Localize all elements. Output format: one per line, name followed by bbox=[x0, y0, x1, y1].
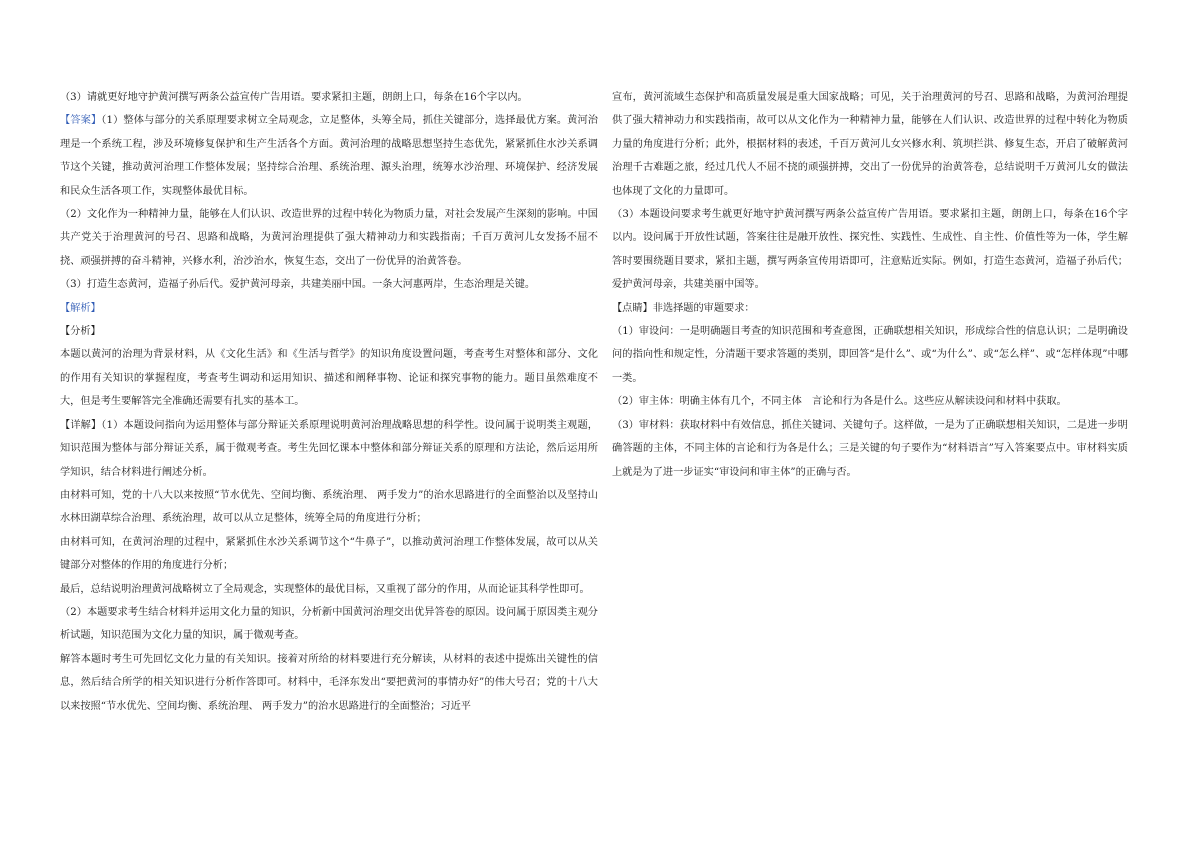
dianjing-heading: 【点睛】非选择题的审题要求： bbox=[612, 302, 755, 314]
analysis-label-line bbox=[60, 297, 598, 320]
detail-3: （3）本题设问要求考生就更好地守护黄河撰写两条公益宣传广告用语。要求紧扣主题，朗朗上口，每条在16个字以内。设问属于开放性试题，答案往往是融开放性、探究性、实践性、生成性、自主性、价值性等为一体，学生解答时要围绕题目要求，紧扣主题，撰写两条宣传用语即可，注意贴近实际。例如，打造生态黄河，造福子孙后代；爱护黄河母亲，共建美丽中国等。 bbox=[612, 209, 1128, 291]
analysis-label: 【解析】 bbox=[60, 302, 101, 314]
right-column bbox=[612, 86, 1128, 484]
detail-1-material-b: 由材料可知，在黄河治理的过程中，紧紧抓住水沙关系调节这个“牛鼻子”，以推动黄河治理工作整体发展，故可以从关键部分对整体的作用的角度进行分析； bbox=[60, 536, 598, 572]
detail-2: （2）本题要求考生结合材料并运用文化力量的知识，分析新中国黄河治理交出优异答卷的原因。设问属于原因类主观分析试题，知识范围为文化力量的知识，属于微观考查。 bbox=[60, 606, 598, 642]
review-question: （1）审设问：一是明确题目考查的知识范围和考查意图，正确联想相关知识，形成综合性的信息认识；二是明确设问的指向性和规定性，分清题干要求答题的类别，即回答“是什么”、或“为什么”、或“怎么样”、或“怎样体现”中哪一类。 bbox=[612, 326, 1128, 384]
fenxi-heading: 【分析】 bbox=[60, 326, 101, 338]
answer-3: （3）打造生态黄河，造福子孙后代。爱护黄河母亲，共建美丽中国。一条大河惠两岸，生态治理是关键。 bbox=[60, 279, 536, 291]
left-column bbox=[60, 86, 598, 718]
detail-1: 【详解】（1）本题设问指向为运用整体与部分辩证关系原理说明黄河治理战略思想的科学性。设问属于说明类主观题，知识范围为整体与部分辩证关系，属于微观考查。考生先回忆课本中整体和部分辩证关系的原理和方法论，然后运用所学知识，结合材料进行阐述分析。 bbox=[60, 419, 598, 478]
detail-1-material-a: 由材料可知，党的十八大以来按照“节水优先、空间均衡、系统治理、 两手发力”的治水思路进行的全面整治以及坚持山水林田湖草综合治理、系统治理，故可以从立足整体，统筹全局的角度进行分析； bbox=[60, 489, 598, 525]
question-3-prompt: （3）请就更好地守护黄河撰写两条公益宣传广告用语。要求紧扣主题，朗朗上口，每条在16个字以内。 bbox=[60, 92, 528, 103]
analysis-paragraph: 本题以黄河的治理为背景材料，从《文化生活》和《生活与哲学》的知识角度设置问题，考查考生对整体和部分、文化的作用有关知识的掌握程度，考查考生调动和运用知识、描述和阐释事物、论证和探究事物的能力。题目虽然难度不大，但是考生要解答完全准确还需要有扎实的基本工。 bbox=[60, 349, 598, 408]
detail-1-summary: 最后，总结说明治理黄河战略树立了全局观念，实现整体的最优目标，又重视了部分的作用，从而论证其科学性即可。 bbox=[60, 583, 590, 595]
detail-2-method: 解答本题时考生可先回忆文化力量的有关知识。接着对所给的材料要进行充分解读，从材料的表述中提炼出关键性的信息，然后结合所学的相关知识进行分析作答即可。材料中，毛泽东发出“要把黄河的事情办好”的伟大号召；党的十八大以来按照“节水优先、空间均衡、系统治理、 两手发力”的治水思路进行的全面整治；习近平 bbox=[60, 653, 598, 712]
review-subject: （2）审主体：明确主体有几个，不同主体 言论和行为各是什么。这些应从解读设问和材料中获取。 bbox=[612, 396, 1067, 408]
review-material: （3）审材料：获取材料中有效信息，抓住关键词、关键句子。这样做，一是为了正确联想相关知识，二是进一步明确答题的主体，不同主体的言论和行为各是什么；三是关键的句子要作为“材料语言”写入答案要点中。审材料实质上就是为了进一步证实“审设问和审主体”的正确与否。 bbox=[612, 419, 1128, 478]
answer-label: 【答案】 bbox=[60, 115, 102, 127]
answer-paragraph: 【答案】（1）整体与部分的关系原理要求树立全局观念，立足整体，头筹全局，抓住关键部分，选择最优方案。黄河治理是一个系统工程，涉及环境修复保护和生产生活各个方面。黄河治理的战略思想坚持生态优先，紧紧抓住水沙关系调节这个关键，推动黄河治理工作整体发展；坚持综合治理、系统治理、源头治理，统筹水沙治理、环境保护、经济发展和民众生活各项工作，实现整体最优目标。 bbox=[60, 115, 598, 197]
detail-2-continued: 宣布，黄河流域生态保护和高质量发展是重大国家战略；可见，关于治理黄河的号召、思路和战略，为黄河治理提供了强大精神动力和实践指南，故可以从文化作为一种精神力量，能够在人们认识、改造世界的过程中转化为物质力量的角度进行分析；此外，根据材料的表述，千百万黄河儿女兴修水利、筑坝拦洪、修复生态，开启了破解黄河治理千古难题之旅，经过几代人不屈不挠的顽强拼搏，交出了一份优异的治黄答卷，总结说明千万黄河儿女的做法也体现了文化的力量即可。 bbox=[612, 92, 1128, 197]
answer-2: （2）文化作为一种精神力量，能够在人们认识、改造世界的过程中转化为物质力量，对社会发展产生深刻的影响。中国共产党关于治理黄河的号召、思路和战略，为黄河治理提供了强大精神动力和实践指南；千百万黄河儿女发扬不屈不挠、顽强拼搏的奋斗精神，兴修水利，治沙治水，恢复生态，交出了一份优异的治黄答卷。 bbox=[60, 209, 598, 267]
